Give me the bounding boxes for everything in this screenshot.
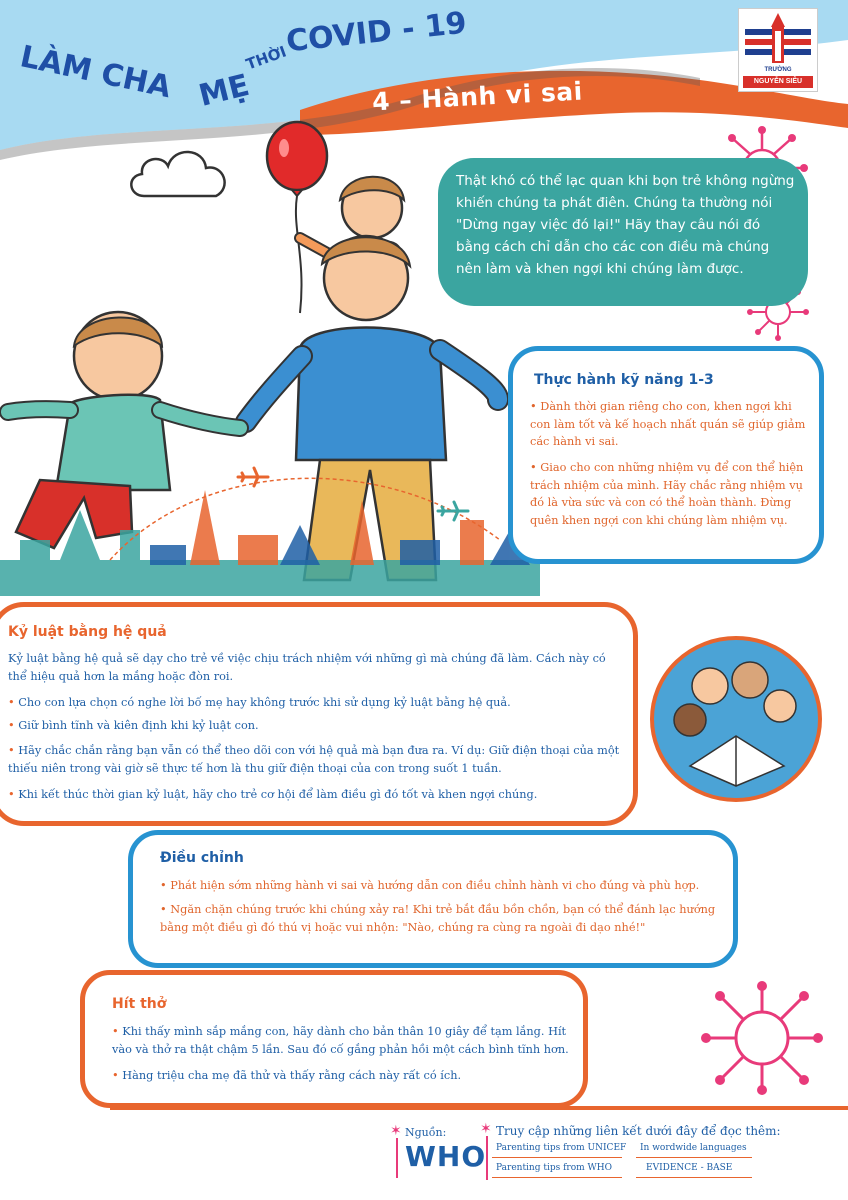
link-unicef[interactable]: Parenting tips from UNICEF [496, 1143, 627, 1153]
link-who[interactable]: Parenting tips from WHO [496, 1163, 613, 1173]
link-underline [636, 1157, 752, 1158]
link-underline [636, 1177, 752, 1178]
source-divider [396, 1138, 398, 1178]
pagoda-icon [739, 9, 817, 67]
airplane-icon [236, 464, 270, 490]
skills-title: Thực hành kỹ năng 1-3 [534, 372, 714, 388]
footer-divider [110, 1106, 848, 1110]
more-label: Truy cập những liên kết dưới đây để đọc thêm: [496, 1124, 781, 1138]
link-underline [492, 1177, 622, 1178]
logo-line2: NGUYỄN SIÊU [743, 76, 813, 88]
breathe-item: • Hàng triệu cha mẹ đã thử và thấy rằng cách này rất có ích. [112, 1069, 462, 1082]
discipline-item: • Giữ bình tĩnh và kiên định khi kỷ luật con. [8, 719, 259, 732]
title-part-me: MẸ [195, 67, 253, 114]
page-subtitle: 4 – Hành vi sai [371, 76, 584, 117]
discipline-title: Kỷ luật bằng hệ quả [8, 624, 167, 640]
adjust-title: Điều chỉnh [160, 850, 244, 866]
skills-item: • Giao cho con những nhiệm vụ để con thể hiện trách nhiệm của mình. Hãy chắc rằng nhiệm vụ đó là vừa sức và con có thể hoàn thành. Đừng quên khen ngợi con khi chúng làm nhiệm vụ. [530, 461, 804, 527]
skills-item: • Dành thời gian riêng cho con, khen ngợi khi con làm tốt và kế hoạch nhất quán sẽ giúp giảm các hành vi sai. [530, 400, 806, 448]
airplane-icon [436, 498, 470, 524]
source-value: WHO [405, 1140, 487, 1173]
star-icon: ✶ [480, 1120, 492, 1136]
link-underline [492, 1157, 622, 1158]
school-logo [738, 8, 818, 92]
discipline-item: • Khi kết thúc thời gian kỷ luật, hãy cho trẻ cơ hội để làm điều gì đó tốt và khen ngợi chúng. [8, 788, 538, 801]
title-part-lam-cha: LÀM CHA [17, 39, 175, 106]
breathe-item: • Khi thấy mình sắp mắng con, hãy dành cho bản thân 10 giây để tạm lắng. Hít vào và thở ra thật chậm 5 lần. Sau đó cố gắng phản hồi một cách bình tĩnh hơn. [112, 1025, 569, 1056]
discipline-item: • Cho con lựa chọn có nghe lời bố mẹ hay không trước khi sử dụng kỷ luật bằng hệ quả. [8, 696, 511, 709]
adjust-item: • Ngăn chặn chúng trước khi chúng xảy ra! Khi trẻ bắt đầu bồn chồn, bạn có thể đánh lạc hướng bằng một điều gì đó thú vị hoặc vui nhộn: "Nào, chúng ra cùng ra ngoài đi dạo nhé!" [160, 903, 716, 934]
links-divider [486, 1136, 488, 1180]
source-label: Nguồn: [405, 1126, 447, 1139]
children-reading-illustration [650, 636, 822, 802]
discipline-intro: Kỷ luật bằng hệ quả sẽ dạy cho trẻ về việc chịu trách nhiệm với những gì mà chúng đã làm. Cách này có thể hiệu quả hơn la mắng hoặc đòn roi. [8, 652, 606, 683]
title-part-covid: COVID - 19 [284, 5, 469, 60]
adjust-item: • Phát hiện sớm những hành vi sai và hướng dẫn con điều chỉnh hành vi cho đúng và phù hợp. [160, 879, 700, 892]
breathe-title: Hít thở [112, 996, 167, 1012]
logo-line1: TRƯỜNG [764, 67, 792, 73]
intro-text: Thật khó có thể lạc quan khi bọn trẻ không ngừng khiến chúng ta phát điên. Chúng ta thường nói "Dừng ngay việc đó lại!" Hãy thay câu nói đó bằng cách chỉ dẫn cho các con điều mà chúng nên làm và khen ngợi khi chúng làm được. [456, 173, 795, 277]
virus-icon [696, 976, 830, 1100]
link-languages[interactable]: In wordwide languages [640, 1143, 747, 1153]
link-evidence[interactable]: EVIDENCE - BASE [646, 1163, 733, 1173]
title-part-thoi: THỜI [243, 42, 289, 74]
discipline-item: • Hãy chắc chắn rằng bạn vẫn có thể theo dõi con với hệ quả mà bạn đưa ra. Ví dụ: Giữ điện thoại của một thiếu niên trong vài giờ sẽ thực tế hơn là thu giữ điện thoại của con trong suốt 1 tuần. [8, 744, 620, 775]
star-icon: ✶ [390, 1122, 402, 1138]
